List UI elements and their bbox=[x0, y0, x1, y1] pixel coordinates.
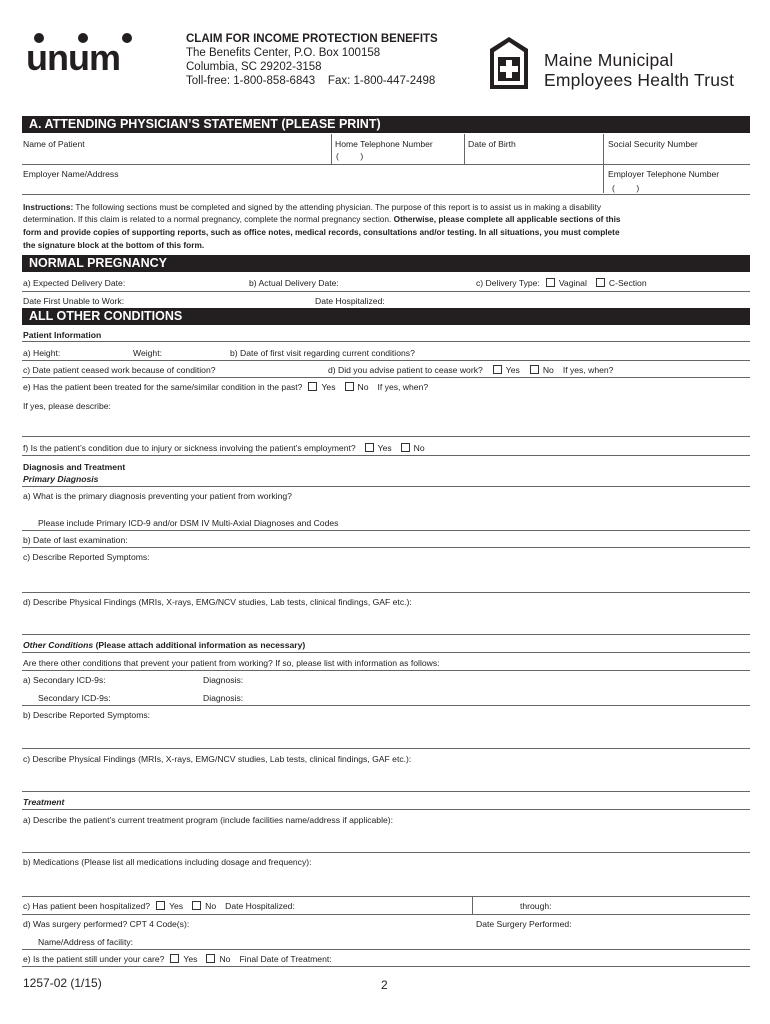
phone-fax-line: Toll-free: 1-800-858-6843 Fax: 1-800-447-2498 bbox=[186, 75, 436, 87]
delivery-type: c) Delivery Type: Vaginal C-Section bbox=[476, 278, 647, 288]
partner-name-line-2: Employees Health Trust bbox=[544, 70, 735, 90]
injury-yes-checkbox[interactable] bbox=[365, 443, 374, 452]
employer-phone-label: Employer Telephone Number bbox=[608, 169, 720, 179]
section-a-title: A. ATTENDING PHYSICIAN’S STATEMENT (PLEASE PRINT) bbox=[22, 116, 750, 133]
actual-delivery-label: b) Actual Delivery Date: bbox=[249, 278, 339, 288]
facility-label: Name/Address of facility: bbox=[38, 937, 134, 947]
normal-pregnancy-title: NORMAL PREGNANCY bbox=[22, 255, 750, 272]
primary-diagnosis-heading: Primary Diagnosis bbox=[23, 474, 99, 484]
page-number: 2 bbox=[381, 978, 388, 992]
injury-employment-row: f) Is the patient’s condition due to injury or sickness involving the patient’s employment? Yes No bbox=[23, 443, 425, 453]
date-last-exam-label: b) Date of last examination: bbox=[23, 535, 128, 545]
ssn-label: Social Security Number bbox=[608, 139, 698, 149]
partner-name-line-1: Maine Municipal bbox=[544, 50, 674, 70]
unum-logo bbox=[26, 28, 146, 78]
treated-yes-checkbox[interactable] bbox=[308, 382, 317, 391]
treated-no-checkbox[interactable] bbox=[345, 382, 354, 391]
other-findings-label: c) Describe Physical Findings (MRIs, X-rays, EMG/NCV studies, Lab tests, clinical findings, GAF etc.): bbox=[23, 754, 412, 764]
date-surgery-label: Date Surgery Performed: bbox=[476, 919, 572, 929]
secondary-icd-a-label: a) Secondary ICD-9s: bbox=[23, 675, 106, 685]
expected-delivery-label: a) Expected Delivery Date: bbox=[23, 278, 126, 288]
employer-name-label: Employer Name/Address bbox=[23, 169, 119, 179]
if-yes-describe-label: If yes, please describe: bbox=[23, 401, 111, 411]
secondary-icd-b-label: Secondary ICD-9s: bbox=[38, 693, 111, 703]
form-title: CLAIM FOR INCOME PROTECTION BENEFITS bbox=[186, 33, 438, 45]
diagnosis-a-label: Diagnosis: bbox=[203, 675, 244, 685]
other-symptoms-label: b) Describe Reported Symptoms: bbox=[23, 710, 151, 720]
instructions-text: Instructions: The following sections must be completed and signed by the attending physician. The purpose of this report is to assist us in making a disability bbox=[23, 202, 602, 212]
address-line-2: Columbia, SC 29202-3158 bbox=[186, 61, 322, 73]
hospitalized-yes-checkbox[interactable] bbox=[156, 901, 165, 910]
all-other-conditions-title: ALL OTHER CONDITIONS bbox=[22, 308, 750, 325]
mmeht-logo-icon bbox=[488, 35, 530, 91]
home-phone-field[interactable]: ( ) bbox=[336, 151, 364, 161]
c-section-checkbox[interactable] bbox=[596, 278, 605, 287]
name-of-patient-label: Name of Patient bbox=[23, 139, 85, 149]
treated-same-row: e) Has the patient been treated for the same/similar condition in the past? Yes No If yes, when? bbox=[23, 382, 429, 392]
under-care-row: e) Is the patient still under your care? Yes No Final Date of Treatment: bbox=[23, 954, 332, 964]
treatment-heading: Treatment bbox=[23, 797, 65, 807]
address-line-1: The Benefits Center, P.O. Box 100158 bbox=[186, 47, 381, 59]
vaginal-checkbox[interactable] bbox=[546, 278, 555, 287]
diagnosis-b-label: Diagnosis: bbox=[203, 693, 244, 703]
other-conditions-heading: Other Conditions (Please attach additional information as necessary) bbox=[23, 640, 306, 650]
weight-label: Weight: bbox=[133, 348, 162, 358]
other-prevent-label: Are there other conditions that prevent your patient from working? If so, please list with information as follows: bbox=[23, 658, 440, 668]
svg-text:unum: unum bbox=[26, 37, 120, 78]
pregnancy-date-hospitalized-label: Date Hospitalized: bbox=[315, 296, 385, 306]
physical-findings-label: d) Describe Physical Findings (MRIs, X-rays, EMG/NCV studies, Lab tests, clinical findings, GAF etc.): bbox=[23, 597, 412, 607]
under-care-yes-checkbox[interactable] bbox=[170, 954, 179, 963]
injury-no-checkbox[interactable] bbox=[401, 443, 410, 452]
height-label: a) Height: bbox=[23, 348, 61, 358]
hospitalized-no-checkbox[interactable] bbox=[192, 901, 201, 910]
form-number: 1257-02 (1/15) bbox=[23, 976, 102, 990]
ceased-work-label: c) Date patient ceased work because of condition? bbox=[23, 365, 216, 375]
surgery-label: d) Was surgery performed? CPT 4 Code(s): bbox=[23, 919, 190, 929]
advise-cease-row: d) Did you advise patient to cease work? Yes No If yes, when? bbox=[328, 365, 614, 375]
home-phone-label: Home Telephone Number bbox=[335, 139, 433, 149]
reported-symptoms-label: c) Describe Reported Symptoms: bbox=[23, 552, 150, 562]
what-primary-label: a) What is the primary diagnosis preventing your patient from working? bbox=[23, 491, 292, 501]
employer-phone-field[interactable]: ( ) bbox=[612, 183, 640, 193]
advise-no-checkbox[interactable] bbox=[530, 365, 539, 374]
hospitalized-row: c) Has patient been hospitalized? Yes No Date Hospitalized: bbox=[23, 901, 295, 911]
date-of-birth-label: Date of Birth bbox=[468, 139, 516, 149]
date-first-unable-label: Date First Unable to Work: bbox=[23, 296, 125, 306]
include-icd-label: Please include Primary ICD-9 and/or DSM IV Multi-Axial Diagnoses and Codes bbox=[38, 518, 339, 528]
advise-yes-checkbox[interactable] bbox=[493, 365, 502, 374]
through-label: through: bbox=[520, 901, 552, 911]
under-care-no-checkbox[interactable] bbox=[206, 954, 215, 963]
first-visit-label: b) Date of first visit regarding current conditions? bbox=[230, 348, 415, 358]
diagnosis-treatment-heading: Diagnosis and Treatment bbox=[23, 462, 126, 472]
patient-information-heading: Patient Information bbox=[23, 330, 102, 340]
medications-label: b) Medications (Please list all medications including dosage and frequency): bbox=[23, 857, 312, 867]
current-treatment-label: a) Describe the patient’s current treatment program (include facilities name/address if applicable): bbox=[23, 815, 394, 825]
